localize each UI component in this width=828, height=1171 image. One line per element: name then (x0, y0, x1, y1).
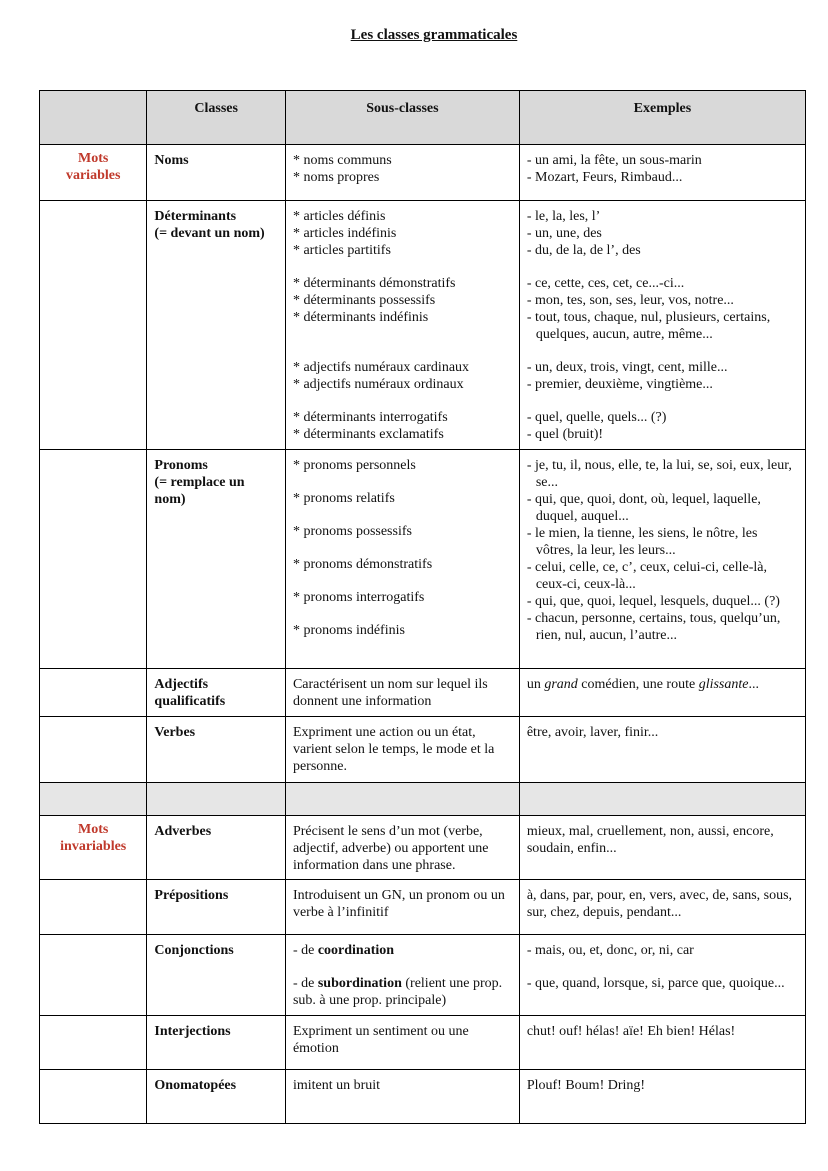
separator-cell (40, 783, 147, 816)
example-item: - mais, ou, et, donc, or, ni, car (526, 943, 694, 958)
class-adverbes: Adverbes (147, 816, 286, 880)
example-item: - celui, celle, ce, c’, ceux, celui-ci, celle-là, ceux-ci, ceux-là... (526, 560, 768, 592)
subclass-item: * pronoms relatifs (292, 491, 395, 506)
examples-conjonctions (519, 935, 805, 1016)
table-row-determinants (40, 201, 806, 450)
class-conjonctions: Conjonctions (147, 935, 286, 1016)
example-group (527, 275, 798, 343)
subclass-group (293, 409, 512, 443)
example-text: un (526, 677, 545, 692)
example-group (527, 942, 798, 959)
page-title: Les classes grammaticales (350, 27, 518, 43)
example-item: - un, deux, trois, vingt, cent, mille... (526, 360, 728, 375)
example-group (527, 975, 798, 992)
table-row-noms (40, 145, 806, 201)
category-empty (40, 880, 147, 935)
table-row-interjections (40, 1016, 806, 1070)
category-label: variables (65, 168, 121, 183)
subclass-group (293, 275, 512, 343)
subclasses-verbes: Expriment une action ou un état, varient selon le temps, le mode et la personne. (285, 717, 519, 783)
category-invariables (40, 816, 147, 880)
example-item: - le, la, les, l’ (526, 209, 601, 224)
example-group (527, 359, 798, 393)
examples-verbes: être, avoir, laver, finir... (519, 717, 805, 783)
subclass-item: * articles indéfinis (292, 226, 397, 241)
class-prepositions: Prépositions (147, 880, 286, 935)
class-interjections: Interjections (147, 1016, 286, 1070)
subclasses-conjonctions (285, 935, 519, 1016)
subclass-item: * pronoms possessifs (292, 524, 412, 539)
subclasses-noms (285, 145, 519, 201)
subclass-item: * pronoms interrogatifs (292, 590, 425, 605)
subclasses-adjectifs: Caractérisent un nom sur lequel ils donnent une information (285, 669, 519, 717)
subclass-item: * pronoms indéfinis (292, 623, 405, 638)
example-item: - premier, deuxième, vingtième... (526, 377, 713, 392)
subclass-bold: coordination (317, 943, 395, 958)
subclass-item: * déterminants exclamatifs (292, 427, 444, 442)
example-item: - je, tu, il, nous, elle, te, la lui, se, soi, eux, leur, se... (526, 458, 792, 490)
examples-prepositions: à, dans, par, pour, en, vers, avec, de, sans, sous, sur, chez, depuis, pendant... (519, 880, 805, 935)
examples-adverbes: mieux, mal, cruellement, non, aussi, encore, soudain, enfin... (519, 816, 805, 880)
table-row-adjectifs (40, 669, 806, 717)
class-noms: Noms (147, 145, 286, 201)
table-row-pronoms (40, 450, 806, 669)
subclass-text: - de (292, 943, 318, 958)
subclass-group (293, 622, 512, 639)
subclass-group (293, 208, 512, 259)
separator-cell (519, 783, 805, 816)
separator-cell (147, 783, 286, 816)
example-italic: grand (544, 677, 578, 692)
example-item: - que, quand, lorsque, si, parce que, quoique... (526, 976, 785, 991)
category-empty (40, 1016, 147, 1070)
table-row-onomatopees (40, 1070, 806, 1124)
spacer (293, 326, 512, 343)
grammar-table (39, 90, 806, 1124)
example-item: - mon, tes, son, ses, leur, vos, notre... (526, 293, 734, 308)
class-verbes: Verbes (147, 717, 286, 783)
table-row-verbes (40, 717, 806, 783)
subclass-item: * noms propres (292, 170, 380, 185)
subclass-group (293, 942, 512, 959)
example-text: ... (748, 677, 759, 692)
class-label: qualificatifs (154, 694, 226, 709)
class-onomatopees: Onomatopées (147, 1070, 286, 1124)
example-item: - qui, que, quoi, dont, où, lequel, laquelle, duquel, auquel... (526, 492, 761, 524)
examples-determinants (519, 201, 805, 450)
category-empty (40, 450, 147, 669)
examples-onomatopees: Plouf! Boum! Dring! (519, 1070, 805, 1124)
subclass-group (293, 359, 512, 393)
header-empty (40, 91, 147, 145)
subclass-group (293, 523, 512, 540)
header-row (40, 91, 806, 145)
subclasses-interjections: Expriment un sentiment ou une émotion (285, 1016, 519, 1070)
subclass-item: * noms communs (292, 153, 392, 168)
subclass-item: * adjectifs numéraux cardinaux (292, 360, 470, 375)
example-item: - quel (bruit)! (526, 427, 604, 442)
subclass-group (293, 589, 512, 606)
subclass-item: * articles partitifs (292, 243, 391, 258)
examples-interjections: chut! ouf! hélas! aïe! Eh bien! Hélas! (519, 1016, 805, 1070)
example-text: comédien, une route (577, 677, 699, 692)
category-label: Mots (78, 151, 109, 166)
example-italic: glissante (698, 677, 749, 692)
examples-adjectifs (519, 669, 805, 717)
example-item: - tout, tous, chaque, nul, plusieurs, certains, quelques, aucun, autre, même... (526, 310, 771, 342)
class-pronoms (147, 450, 286, 669)
class-adjectifs (147, 669, 286, 717)
subclasses-adverbes: Précisent le sens d’un mot (verbe, adjectif, adverbe) ou apportent une information dans une phrase. (285, 816, 519, 880)
class-label: Déterminants (154, 209, 237, 224)
example-item: - un, une, des (526, 226, 602, 241)
class-label: (= devant un nom) (154, 226, 265, 241)
separator-cell (285, 783, 519, 816)
separator-row (40, 783, 806, 816)
example-group (527, 409, 798, 443)
subclass-item: * déterminants démonstratifs (292, 276, 456, 291)
header-exemples: Exemples (519, 91, 805, 145)
subclass-bold: subordination (317, 976, 402, 991)
class-label: nom) (154, 492, 186, 507)
subclass-group (293, 490, 512, 507)
example-item: - Mozart, Feurs, Rimbaud... (526, 170, 683, 185)
example-item: - quel, quelle, quels... (?) (526, 410, 667, 425)
subclass-item: * adjectifs numéraux ordinaux (292, 377, 464, 392)
header-sous-classes: Sous-classes (285, 91, 519, 145)
table-row-adverbes (40, 816, 806, 880)
class-determinants (147, 201, 286, 450)
example-item: - chacun, personne, certains, tous, quelqu’un, rien, nul, aucun, l’autre... (526, 611, 781, 643)
example-item: - un ami, la fête, un sous-marin (526, 153, 702, 168)
subclasses-determinants (285, 201, 519, 450)
category-empty (40, 1070, 147, 1124)
example-item: - le mien, la tienne, les siens, le nôtre, les vôtres, la leur, les leurs... (526, 526, 758, 558)
subclass-text: (relient une prop. sub. à une prop. principale) (292, 976, 503, 1008)
examples-noms (519, 145, 805, 201)
class-label: Pronoms (154, 458, 208, 473)
example-item: - ce, cette, ces, cet, ce...-ci... (526, 276, 685, 291)
table-row-conjonctions (40, 935, 806, 1016)
category-label: Mots (78, 822, 109, 837)
subclass-group (293, 556, 512, 573)
subclass-item: * déterminants indéfinis (292, 310, 429, 325)
class-label: (= remplace un (154, 475, 245, 490)
category-empty (40, 935, 147, 1016)
table-row-prepositions (40, 880, 806, 935)
category-empty (40, 717, 147, 783)
example-group (527, 208, 798, 259)
subclass-item: * articles définis (292, 209, 386, 224)
category-label: invariables (60, 839, 127, 854)
subclass-group (293, 975, 512, 1009)
class-label: Adjectifs (154, 677, 209, 692)
subclass-item: * déterminants interrogatifs (292, 410, 448, 425)
subclasses-prepositions: Introduisent un GN, un pronom ou un verbe à l’infinitif (285, 880, 519, 935)
category-empty (40, 669, 147, 717)
subclasses-onomatopees: imitent un bruit (285, 1070, 519, 1124)
subclass-item: * pronoms démonstratifs (292, 557, 433, 572)
example-item: - qui, que, quoi, lequel, lesquels, duquel... (?) (526, 594, 780, 609)
header-classes: Classes (147, 91, 286, 145)
category-variables (40, 145, 147, 201)
subclass-item: * pronoms personnels (292, 458, 416, 473)
category-empty (40, 201, 147, 450)
subclass-item: * déterminants possessifs (292, 293, 436, 308)
subclass-text: - de (292, 976, 318, 991)
examples-pronoms (519, 450, 805, 669)
subclasses-pronoms (285, 450, 519, 669)
example-item: - du, de la, de l’, des (526, 243, 641, 258)
subclass-group (293, 457, 512, 474)
